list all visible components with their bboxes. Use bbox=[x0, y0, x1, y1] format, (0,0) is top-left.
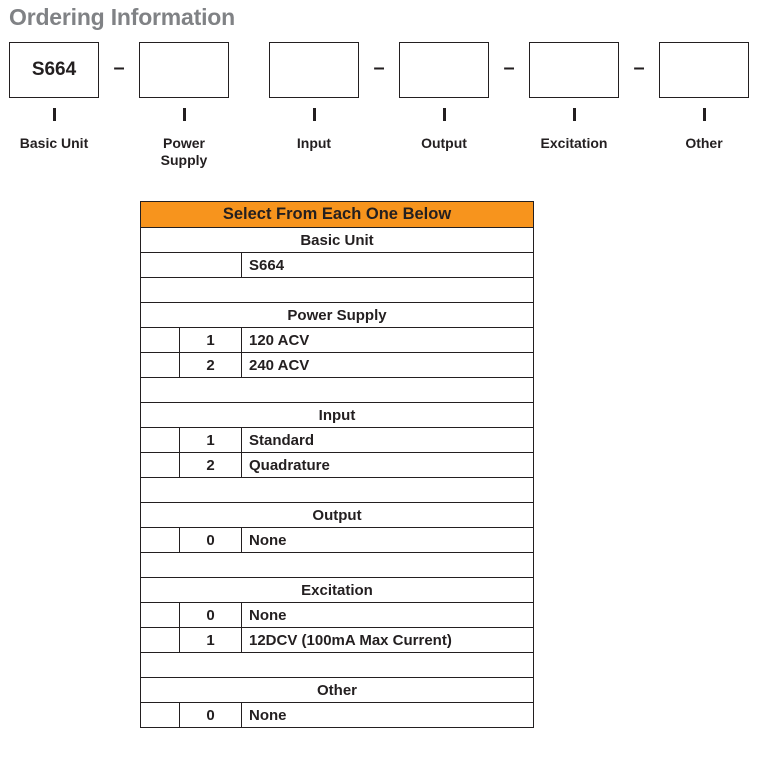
connector-tick bbox=[183, 108, 186, 121]
spacer-cell bbox=[141, 378, 534, 403]
section-heading-power-supply: Power Supply bbox=[141, 303, 534, 328]
connector-tick bbox=[703, 108, 706, 121]
option-code: 0 bbox=[180, 603, 242, 628]
blank-cell bbox=[141, 453, 180, 478]
option-description: None bbox=[242, 528, 534, 553]
option-description: S664 bbox=[242, 253, 534, 278]
option-code: 1 bbox=[180, 628, 242, 653]
option-description: None bbox=[242, 703, 534, 728]
table-row bbox=[141, 328, 534, 353]
section-heading-row bbox=[141, 578, 534, 603]
option-description: 240 ACV bbox=[242, 353, 534, 378]
table-row bbox=[141, 528, 534, 553]
blank-cell bbox=[141, 428, 180, 453]
spacer-cell bbox=[141, 278, 534, 303]
code-box-basic-unit: S664 bbox=[9, 42, 99, 98]
spacer-row bbox=[141, 653, 534, 678]
code-separator-dash: – bbox=[113, 57, 125, 79]
code-separator-dash: – bbox=[633, 57, 645, 79]
blank-cell bbox=[141, 328, 180, 353]
section-heading-row bbox=[141, 303, 534, 328]
section-heading-row bbox=[141, 403, 534, 428]
section-heading-row bbox=[141, 228, 534, 253]
blank-cell bbox=[141, 528, 180, 553]
ordering-options-table bbox=[140, 201, 534, 728]
field-label-output: Output bbox=[421, 135, 467, 151]
page-title: Ordering Information bbox=[9, 4, 236, 30]
section-heading-output: Output bbox=[141, 503, 534, 528]
code-box-other bbox=[659, 42, 749, 98]
section-heading-row bbox=[141, 678, 534, 703]
section-heading-excitation: Excitation bbox=[141, 578, 534, 603]
option-code: 1 bbox=[180, 428, 242, 453]
option-code bbox=[141, 253, 242, 278]
option-description: 12DCV (100mA Max Current) bbox=[242, 628, 534, 653]
option-code: 2 bbox=[180, 353, 242, 378]
code-separator-dash: – bbox=[503, 57, 515, 79]
field-label-power-supply: Power Supply bbox=[160, 135, 208, 168]
connector-tick bbox=[313, 108, 316, 121]
code-box-output bbox=[399, 42, 489, 98]
spacer-row bbox=[141, 278, 534, 303]
option-code: 2 bbox=[180, 453, 242, 478]
table-row bbox=[141, 428, 534, 453]
section-heading-basic-unit: Basic Unit bbox=[141, 228, 534, 253]
section-heading-row bbox=[141, 503, 534, 528]
spacer-cell bbox=[141, 653, 534, 678]
code-separator-dash: – bbox=[373, 57, 385, 79]
code-box-input bbox=[269, 42, 359, 98]
blank-cell bbox=[141, 628, 180, 653]
option-code: 0 bbox=[180, 528, 242, 553]
option-description: None bbox=[242, 603, 534, 628]
blank-cell bbox=[141, 353, 180, 378]
code-box-excitation bbox=[529, 42, 619, 98]
table-row bbox=[141, 628, 534, 653]
table-row bbox=[141, 603, 534, 628]
option-description: Standard bbox=[242, 428, 534, 453]
field-label-excitation: Excitation bbox=[540, 135, 608, 151]
code-box-power-supply bbox=[139, 42, 229, 98]
table-banner-row bbox=[141, 202, 534, 228]
field-label-basic-unit: Basic Unit bbox=[19, 135, 89, 151]
blank-cell bbox=[141, 703, 180, 728]
connector-tick bbox=[573, 108, 576, 121]
section-heading-other: Other bbox=[141, 678, 534, 703]
section-heading-input: Input bbox=[141, 403, 534, 428]
table-row bbox=[141, 703, 534, 728]
option-code: 0 bbox=[180, 703, 242, 728]
table-row bbox=[141, 353, 534, 378]
connector-tick bbox=[443, 108, 446, 121]
spacer-row bbox=[141, 478, 534, 503]
spacer-cell bbox=[141, 478, 534, 503]
option-description: 120 ACV bbox=[242, 328, 534, 353]
field-label-input: Input bbox=[296, 135, 332, 151]
field-label-other: Other bbox=[685, 135, 723, 151]
option-code: 1 bbox=[180, 328, 242, 353]
table-row bbox=[141, 453, 534, 478]
spacer-cell bbox=[141, 553, 534, 578]
table-row bbox=[141, 253, 534, 278]
option-description: Quadrature bbox=[242, 453, 534, 478]
blank-cell bbox=[141, 603, 180, 628]
connector-tick bbox=[53, 108, 56, 121]
table-banner: Select From Each One Below bbox=[141, 202, 534, 228]
spacer-row bbox=[141, 378, 534, 403]
spacer-row bbox=[141, 553, 534, 578]
